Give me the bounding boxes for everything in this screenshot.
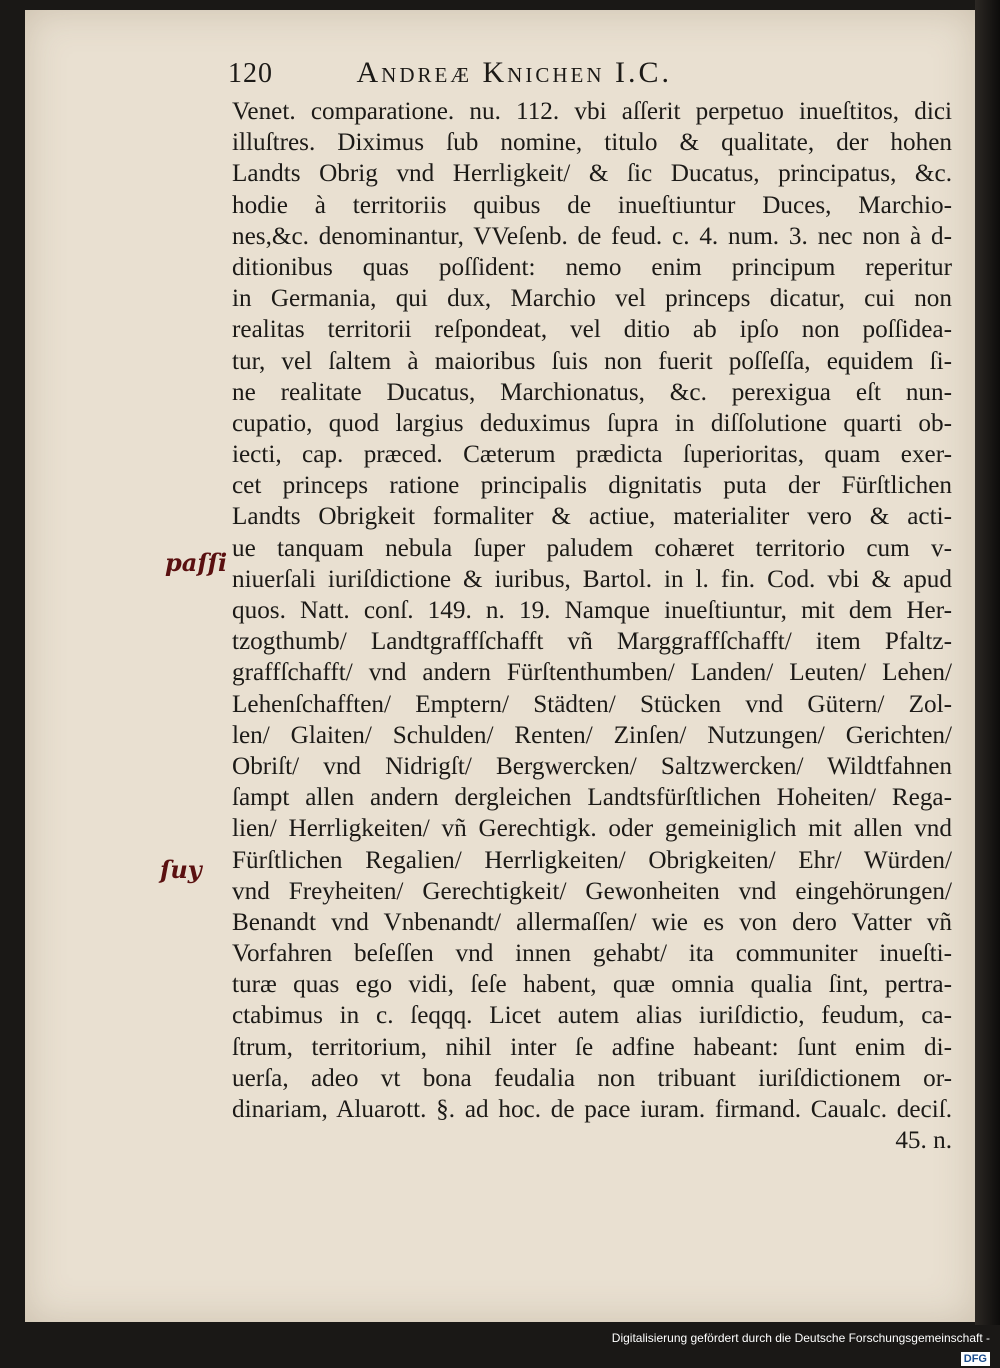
running-title: Andreæ Knichen I.C. (356, 56, 672, 89)
text-line: ſampt allen andern dergleichen Landtsfürſtlichen Hoheiten/ Rega- (232, 784, 952, 812)
text-line: Vorfahren beſeſſen vnd innen gehabt/ ita communiter inueſti- (232, 940, 952, 968)
digitization-credit (590, 1328, 990, 1365)
text-line: Landts Obrig vnd Herrligkeit/ & ſic Ducatus, principatus, &c. (232, 160, 952, 188)
text-line: turæ quas ego vidi, ſeſe habent, quæ omnia qualia ſint, pertra- (232, 971, 952, 999)
text-line: quos. Natt. conſ. 149. n. 19. Namque inueſtiuntur, mit dem Her- (232, 597, 952, 624)
text-line: Benandt vnd Vnbenandt/ allermaſſen/ wie es von dero Vatter vñ (232, 908, 952, 936)
margin-annotation: ſuy (160, 855, 202, 884)
text-line: hodie à territoriis quibus de inueſtiuntur Duces, Marchio- (232, 191, 952, 219)
text-line: realitas territorii reſpondeat, vel ditio ab ipſo non poſſidea- (232, 316, 952, 344)
text-line: in Germania, qui dux, Marchio vel princeps dicatur, cui non (232, 285, 952, 313)
margin-annotation: paſſi (165, 548, 228, 577)
page-edge (975, 0, 1000, 1325)
text-line: tzogthumb/ Landtgraffſchafft vñ Marggraffſchafft/ item Pfaltz- (232, 628, 952, 656)
text-line: ctabimus in c. ſeqqq. Licet autem alias iuriſdictio, feudum, ca- (232, 1002, 952, 1030)
text-line: Landts Obrigkeit formaliter & actiue, materialiter vero & acti- (232, 503, 952, 531)
text-line: iecti, cap. præced. Cæterum prædicta ſuperioritas, quam exer- (232, 441, 952, 469)
page-number: 120 (228, 58, 273, 89)
text-line: dinariam, Aluarott. §. ad hoc. de pace iuram. firmand. Caualc. deciſ. (232, 1096, 952, 1123)
text-line: len/ Glaiten/ Schulden/ Renten/ Zinſen/ Nutzungen/ Gerichten/ (232, 721, 952, 749)
text-line: niuerſali iuriſdictione & iuribus, Bartol. in l. fin. Cod. vbi & apud (232, 565, 952, 593)
text-line: uerſa, adeo vt bona feudalia non tribuant iuriſdictionem or- (232, 1064, 952, 1092)
text-line: ne realitate Ducatus, Marchionatus, &c. perexigua eſt nun- (232, 378, 952, 406)
text-line: Obriſt/ vnd Nidrigſt/ Bergwercken/ Saltzwercken/ Wildtfahnen (232, 752, 952, 780)
text-line: cupatio, quod largius deduximus ſupra in diſſolutione quarti ob- (232, 409, 952, 437)
text-line: graffſchafft/ vnd andern Fürſtenthumben/ Landen/ Leuten/ Lehen/ (232, 659, 952, 687)
text-line: lien/ Herrligkeiten/ vñ Gerechtigk. oder gemeiniglich mit allen vnd (232, 815, 952, 843)
text-line: cet princeps ratione principalis dignitatis puta der Fürſtlichen (232, 472, 952, 500)
dfg-logo-icon: DFG (961, 1352, 990, 1366)
text-line: ue tanquam nebula ſuper paludem cohæret territorio cum v- (232, 534, 952, 562)
text-line: nes,&c. denominantur, VVeſenb. de feud. c. 4. num. 3. nec non à d- (232, 222, 952, 250)
text-line: tur, vel ſaltem à maioribus ſuis non fuerit poſſeſſa, equidem ſi- (232, 347, 952, 375)
text-line: ſtrum, territorium, nihil inter ſe adfine habeant: ſunt enim di- (232, 1033, 952, 1061)
text-line: 45. n. (895, 1127, 952, 1155)
running-head (228, 56, 958, 90)
text-line: Fürſtlichen Regalien/ Herrligkeiten/ Obrigkeiten/ Ehr/ Würden/ (232, 846, 952, 874)
text-line: illuſtres. Diximus ſub nomine, titulo & qualitate, der hohen (232, 129, 952, 157)
text-line: ditionibus quas poſſident: nemo enim principum reperitur (232, 253, 952, 281)
body-text (232, 96, 952, 1156)
text-line: Lehenſchafften/ Emptern/ Städten/ Stücken vnd Gütern/ Zol- (232, 690, 952, 718)
credit-text: Digitalisierung gefördert durch die Deutsche Forschungsgemeinschaft - (611, 1331, 990, 1345)
text-line: Venet. comparatione. nu. 112. vbi aſſerit perpetuo inueſtitos, dici (232, 98, 952, 125)
text-line: vnd Freyheiten/ Gerechtigkeit/ Gewonheiten vnd eingehörungen/ (232, 877, 952, 905)
